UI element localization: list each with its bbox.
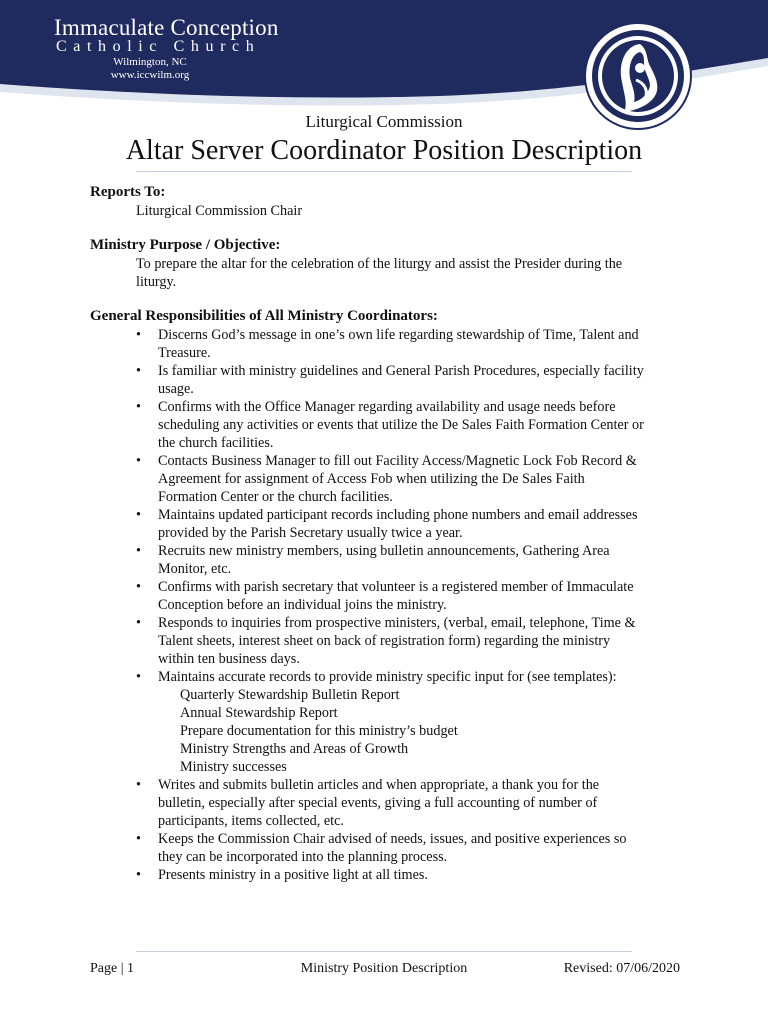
list-item — [136, 830, 690, 866]
list-item-line: Presents ministry in a positive light at all times. — [158, 867, 428, 883]
bullet-icon: • — [136, 669, 141, 685]
reports-to-heading: Reports To: — [90, 184, 166, 200]
list-item-line: bulletin, especially after special events, giving a full accounting of number of — [158, 795, 598, 811]
commission-name: Liturgical Commission — [305, 112, 463, 131]
footer-document-name: Ministry Position Description — [300, 961, 468, 976]
list-item — [136, 866, 690, 884]
responsibilities-heading: General Responsibilities of All Ministry Coordinators: — [90, 308, 438, 324]
list-item-line: Conception before an individual joins the ministry. — [158, 597, 447, 613]
list-item-line: Maintains accurate records to provide ministry specific input for (see templates): — [158, 669, 617, 685]
list-item-line: Talent sheets, interest sheet on back of registration form) regarding the ministry — [158, 633, 611, 649]
bullet-icon: • — [136, 543, 141, 559]
page-title: Altar Server Coordinator Position Description — [125, 135, 643, 166]
bullet-icon: • — [136, 399, 141, 415]
purpose-text-line-1: To prepare the altar for the celebration of the liturgy and assist the Presider during the — [136, 256, 623, 272]
bullet-icon: • — [136, 453, 141, 469]
list-item — [136, 578, 690, 614]
list-item-line: Maintains updated participant records including phone numbers and email addresses — [158, 507, 638, 523]
list-item-line: Agreement for assignment of Access Fob when utilizing the De Sales Faith — [158, 471, 585, 487]
document-body — [90, 183, 690, 884]
list-item-line: Is familiar with ministry guidelines and General Parish Procedures, especially facility — [158, 363, 644, 379]
template-item: Annual Stewardship Report — [180, 705, 338, 721]
footer-divider — [136, 951, 632, 952]
list-item — [136, 542, 690, 578]
list-item — [136, 776, 690, 830]
list-item-line: Keeps the Commission Chair advised of needs, issues, and positive experiences so — [158, 831, 627, 847]
church-subtitle: Catholic Church — [56, 38, 261, 55]
list-item — [136, 452, 690, 506]
list-item-line: Recruits new ministry members, using bulletin announcements, Gathering Area — [158, 543, 610, 559]
list-item-line: Treasure. — [158, 345, 211, 361]
church-url: www.iccwilm.org — [110, 69, 190, 81]
list-item — [136, 326, 690, 362]
title-divider — [136, 171, 632, 172]
list-item-line: scheduling any activities or events that utilize the De Sales Faith Formation Center or — [158, 417, 644, 433]
template-item: Prepare documentation for this ministry’s budget — [180, 723, 458, 739]
template-item: Ministry successes — [180, 759, 287, 775]
list-item — [136, 668, 690, 776]
church-city: Wilmington, NC — [113, 56, 187, 68]
list-item-line: participants, items collected, etc. — [158, 813, 344, 829]
list-item — [136, 398, 690, 452]
footer-revised-date: Revised: 07/06/2020 — [563, 961, 680, 976]
template-item: Ministry Strengths and Areas of Growth — [180, 741, 409, 757]
bullet-icon: • — [136, 777, 141, 793]
list-item-line: usage. — [158, 381, 194, 397]
list-item-line: Confirms with parish secretary that volunteer is a registered member of Immaculate — [158, 579, 634, 595]
bullet-icon: • — [136, 867, 141, 883]
list-item-line: Formation Center or the church facilities. — [158, 489, 393, 505]
bullet-icon: • — [136, 579, 141, 595]
purpose-text-line-2: liturgy. — [136, 274, 177, 290]
bullet-icon: • — [136, 615, 141, 631]
list-item-line: Confirms with the Office Manager regarding availability and usage needs before — [158, 399, 616, 415]
list-item — [136, 614, 690, 668]
list-item-line: the church facilities. — [158, 435, 274, 451]
list-item-line: Responds to inquiries from prospective ministers, (verbal, email, telephone, Time & — [158, 615, 636, 631]
list-item-line: they can be incorporated into the planning process. — [158, 849, 448, 865]
template-item: Quarterly Stewardship Bulletin Report — [180, 687, 400, 703]
reports-to-text: Liturgical Commission Chair — [136, 203, 303, 219]
bullet-icon: • — [136, 507, 141, 523]
list-item-line: Monitor, etc. — [158, 561, 232, 577]
responsibilities-list — [90, 326, 690, 884]
bullet-icon: • — [136, 831, 141, 847]
footer-page-number: Page | 1 — [90, 961, 135, 976]
bullet-icon: • — [136, 327, 141, 343]
list-item-line: Writes and submits bulletin articles and when appropriate, a thank you for the — [158, 777, 600, 793]
purpose-heading: Ministry Purpose / Objective: — [90, 237, 281, 253]
list-item — [136, 506, 690, 542]
list-item-line: Discerns God’s message in one’s own life regarding stewardship of Time, Talent and — [158, 327, 639, 343]
list-item-line: provided by the Parish Secretary usually twice a year. — [158, 525, 463, 541]
list-item — [136, 362, 690, 398]
list-item-line: within ten business days. — [158, 651, 300, 667]
church-name: Immaculate Conception — [54, 15, 279, 40]
bullet-icon: • — [136, 363, 141, 379]
list-item-line: Contacts Business Manager to fill out Facility Access/Magnetic Lock Fob Record & — [158, 453, 637, 469]
